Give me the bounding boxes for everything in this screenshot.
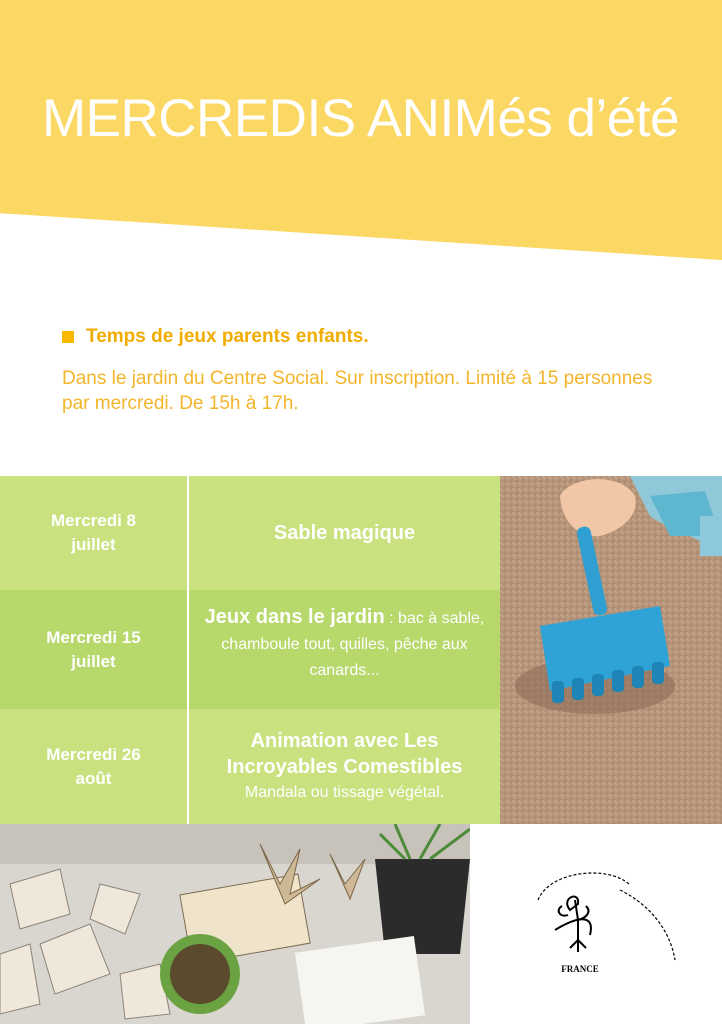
schedule-activity xyxy=(189,590,500,709)
activity-detail: Mandala ou tissage végétal. xyxy=(244,783,445,801)
intro-heading-text: Temps de jeux parents enfants. xyxy=(86,326,369,347)
page-title: MERCREDIS ANIMés d’été xyxy=(42,89,679,148)
schedule-date: Mercredi 15 juillet xyxy=(46,627,141,671)
schedule-row xyxy=(0,590,500,709)
schedule-date: Mercredi 26 août xyxy=(46,744,141,788)
logo-country-text: FRANCE xyxy=(561,964,599,974)
schedule-date: Mercredi 8 juillet xyxy=(50,511,137,554)
schedule-row xyxy=(0,709,500,824)
activity-detail: : bac à sable, chamboule tout, quilles, pêche aux canards... xyxy=(221,610,485,679)
intro-heading xyxy=(62,326,672,348)
schedule-activity xyxy=(189,476,500,590)
incroyables-comestibles-logo xyxy=(520,860,700,980)
intro-section xyxy=(62,326,672,416)
activity-title: Animation avec Les Incroyables Comestibles xyxy=(226,729,463,778)
square-bullet-icon xyxy=(62,331,74,343)
schedule-table xyxy=(0,476,500,824)
workshop-photo xyxy=(0,824,500,1024)
logo-emblem-icon xyxy=(520,860,700,980)
activity-title: Jeux dans le jardin xyxy=(204,606,385,628)
schedule-row xyxy=(0,476,500,590)
paper-flowers-illustration xyxy=(0,824,500,1024)
schedule-activity xyxy=(189,709,500,824)
activity-title: Sable magique xyxy=(273,522,416,544)
sand-play-photo xyxy=(500,476,722,824)
intro-body: Dans le jardin du Centre Social. Sur inscription. Limité à 15 personnes par mercredi. De 15h à 17h. xyxy=(62,368,653,414)
sand-rake-illustration xyxy=(500,476,722,824)
